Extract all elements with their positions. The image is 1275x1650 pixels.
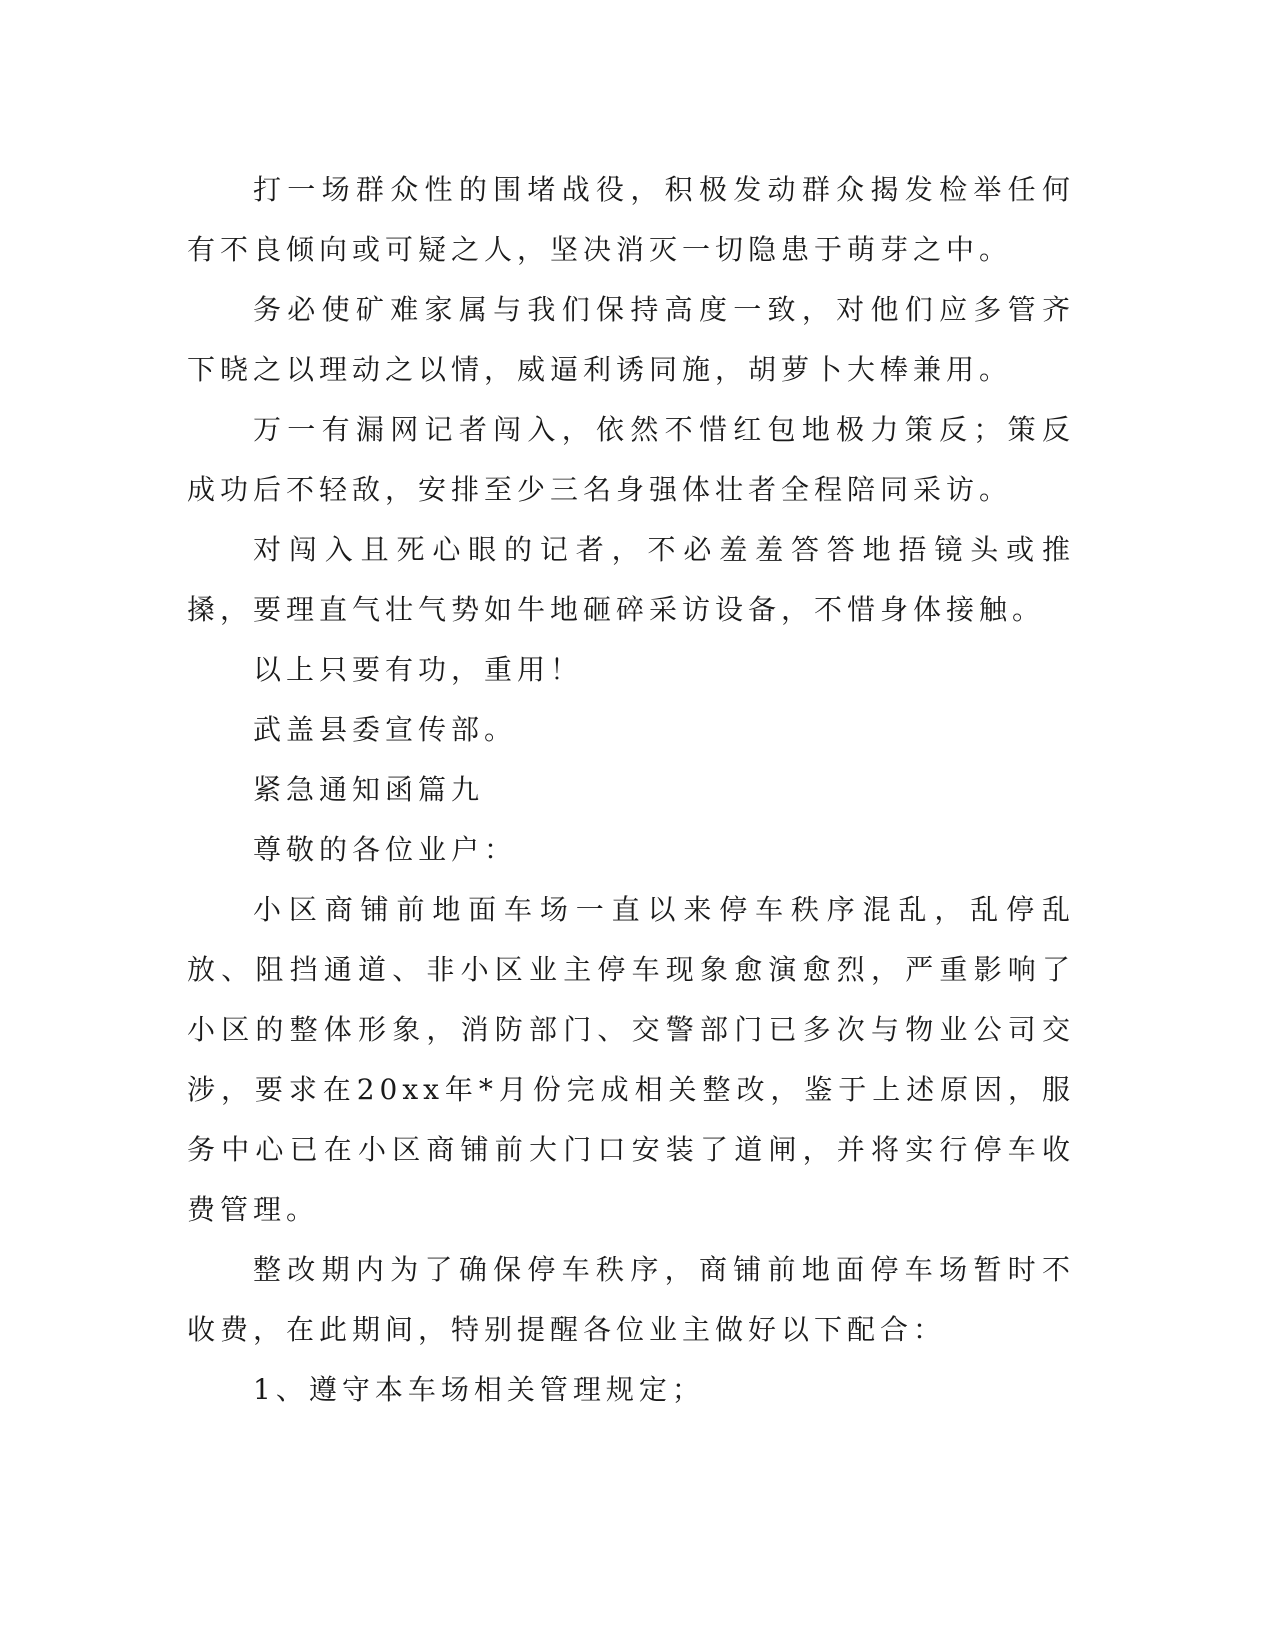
signature-line: 武盖县委宣传部。 [253,713,518,746]
paragraph-3: 万一有漏网记者闯入，依然不惜红包地极力策反；策反成功后不轻敌，安排至少三名身强体壮者全程陪同采访。 [187,413,1075,506]
paragraph-10: 整改期内为了确保停车秩序，商铺前地面停车场暂时不收费，在此期间，特别提醒各位业主做好以下配合： [187,1253,1075,1346]
paragraph-2: 务必使矿难家属与我们保持高度一致，对他们应多管齐下晓之以理动之以情，威逼利诱同施，胡萝卜大棒兼用。 [187,293,1075,386]
list-item-1: 1、遵守本车场相关管理规定； [253,1373,705,1406]
paragraph-9: 小区商铺前地面车场一直以来停车秩序混乱，乱停乱放、阻挡通道、非小区业主停车现象愈演愈烈，严重影响了小区的整体形象，消防部门、交警部门已多次与物业公司交涉，要求在20xx年*月份完成相关整改，鉴于上述原因，服务中心已在小区商铺前大门口安装了道闸，并将实行停车收费管理。 [187,893,1075,1226]
section-title: 紧急通知函篇九 [253,773,485,806]
salutation: 尊敬的各位业户： [253,833,518,866]
paragraph-1: 打一场群众性的围堵战役，积极发动群众揭发检举任何有不良倾向或可疑之人，坚决消灭一切隐患于萌芽之中。 [187,173,1075,266]
document-body [187,160,1075,1420]
paragraph-5: 以上只要有功，重用！ [253,653,584,686]
paragraph-4: 对闯入且死心眼的记者，不必羞羞答答地捂镜头或推搡，要理直气壮气势如牛地砸碎采访设备，不惜身体接触。 [187,533,1075,626]
